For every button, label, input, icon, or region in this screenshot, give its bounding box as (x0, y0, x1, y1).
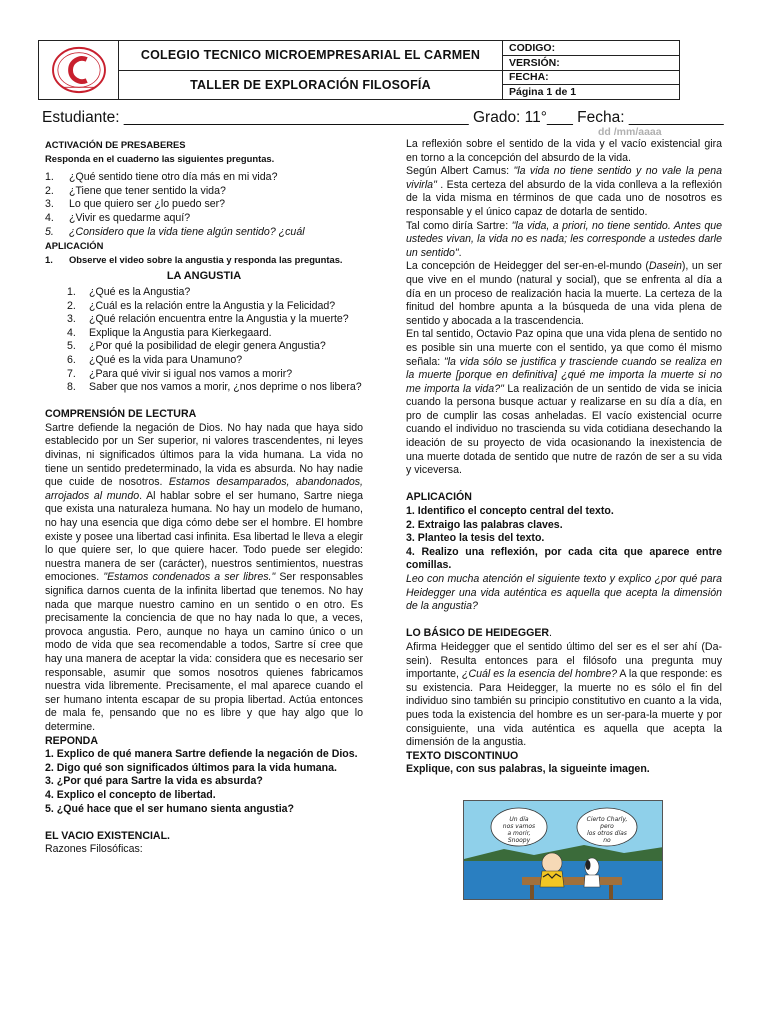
paragraph: Según Albert Camus: "la vida no tiene sentido y no vale la pena vivirla" . Esta certeza del absurdo de la vida conlleva a la reflexión de la vida misma en términos de que cada uno de nosotros es responsable y el único capaz de dotarla de sentido. (406, 165, 722, 218)
document-header (38, 40, 680, 100)
activation-questions (45, 171, 363, 239)
reponda-item: 5. ¿Qué hace que el ser humano sienta angustia? (45, 802, 295, 815)
meta-cell (503, 41, 679, 99)
list-item: 8. Saber que nos vamos a morir, ¿nos deprime o nos libera? (67, 381, 362, 394)
workshop-title: TALLER DE EXPLORACIÓN FILOSOFÍA (119, 70, 502, 100)
school-name: COLEGIO TECNICO MICROEMPRESARIAL EL CARMEN (140, 48, 481, 63)
heidegger-title: LO BÁSICO DE HEIDEGGER. (406, 627, 552, 640)
list-item: 2. ¿Cuál es la relación entre la Angustia y la Felicidad? (67, 299, 336, 312)
aplicacion-title: APLICACIÓN (45, 240, 104, 252)
list-item: 3. ¿Qué relación encuentra entre la Angustia y la muerte? (67, 313, 349, 326)
bubble-right-text: Cierto Charly, pero los otros días no (586, 816, 628, 844)
reponda-title: REPONDA (45, 734, 98, 747)
left-column (45, 138, 363, 857)
list-item: 6. ¿Qué es la vida para Unamuno? (67, 353, 243, 366)
aplicacion-title: APLICACIÓN (406, 491, 472, 504)
codigo-label: CODIGO: (509, 41, 556, 54)
aplicacion-item: 3. Planteo la tesis del texto. (406, 532, 545, 545)
logo-cell (39, 41, 119, 99)
list-item: 3. Lo que quiero ser ¿lo puedo ser? (45, 198, 226, 211)
angustia-questions (45, 286, 363, 395)
comprension-title: COMPRENSIÓN DE LECTURA (45, 408, 197, 421)
list-item: 4. ¿Vivir es quedarme aquí? (45, 211, 191, 224)
reponda-item: 2. Digo qué son significados últimos para la vida humana. (45, 761, 337, 774)
fecha-label: FECHA: (503, 70, 679, 85)
reponda-item: 4. Explico el concepto de libertad. (45, 788, 216, 801)
page-label: Página 1 de 1 (503, 84, 679, 99)
heidegger-text: Afirma Heidegger que el sentido último del ser es el ser ahí (Da-sein). Resulta entonces para el filósofo una pregunta muy importante, ¿Cuál es la esencia del hombre? A la que responde: es su existencia. Para Heidegger, la muerte no es sólo el fin del individuo sino también su principio constitutivo en cuanto a la vida, pues toda la existencia del hombre es un ser-para-la muerte y por consiguiente, una vida auténtica es aquella que acepta la dimensión de la angustia. (406, 640, 722, 749)
reponda-item: 1. Explico de qué manera Sartre defiende la negación de Dios. (45, 748, 358, 761)
list-item: 1. ¿Qué sentido tiene otro día más en mi vida? (45, 171, 278, 184)
reponda-item: 3. ¿Por qué para Sartre la vida es absurda? (45, 775, 263, 788)
paragraph: En tal sentido, Octavio Paz opina que una vida plena de sentido no es posible sin una muerte con el sentido, ya que como él mismo señala: "la vida sólo se justifica y trasciende cuando se realiza en la muerte [porque en definitiva] ¿qué me importa la muerte si no me importa la vida?" La realización de un sentido de vida se inicia cuando la persona busque actuar y realizarse en su día a día, en pro de cumplir las cosas anheladas. El vacío existencial ocurre cuando el individuo no trascienda su vida cotidiana desechando la ideación de su proyecto de vida ocasionando la inexistencia de una muerte dotada de sentido que nutre de razón de ser a su vida y viceversa. (406, 328, 722, 477)
list-item: 5. ¿Considero que la vida tiene algún sentido? ¿cuál (45, 225, 305, 238)
comprension-text: Sartre defiende la negación de Dios. No hay nada que haya sido establecido por un Ser superior, ni valores trascendentes, ni leyes divinas, ni significados últimos para la vida humana. La vida no tiene un sentido predeterminado, la vida es absurda. No hay nadie que cuide de nosotros. Estamos desamparados, abandonados, arrojados al mundo. Al hablar sobre el ser humano, Sartre niega que exista una naturaleza humana. No hay un modelo de humano, no hay una esencia que diga cómo debe ser el hombre. El hombre existe y posee una libertad casi infinita. Esa libertad le lleva a elegir lo que quiere ser, lo que quiere hacer. Todo puede ser elegido: nuestra manera de ser (carácter), nuestros sentimientos, nuestras emociones. "Estamos condenados a ser libres." Ser responsables significa darnos cuenta de la infinita libertad que tenemos. No hay nada que marque nuestro camino en un sentido o en otro. Es precisamente la conciencia de que no hay nada lo que, a veces, provoca angustia. Pero, aunque no haya un camino único o un modo de vida que sea recomendable a todos, Sartre sí cree que hay una manera de aceptar la vida: considera que es necesario ser responsable, asumir que somos nosotros quienes fabricamos nuestra vida libremente. Precisamente, el mal aparece cuando el ser humano intenta escapar de su propia libertad. Actúa entonces de mala fe, pensando que no es libre y que hay algo que lo determine. (45, 421, 363, 733)
aplicacion-item: 2. Extraigo las palabras claves. (406, 518, 563, 531)
student-line: Estudiante: ________________________________________ Grado: 11°___ Fecha: ___________ (42, 109, 724, 126)
angustia-title: LA ANGUSTIA (166, 270, 242, 283)
list-item: 2. ¿Tiene que tener sentido la vida? (45, 184, 226, 197)
list-item: 4. Explique la Angustia para Kierkegaard. (67, 326, 272, 339)
activation-subtitle: Responda en el cuaderno las siguientes preguntas. (45, 152, 275, 164)
list-item: 1. Observe el video sobre la angustia y responda las preguntas. (45, 253, 343, 265)
paragraph: Tal como diría Sartre: "la vida, a priori, no tiene sentido. Antes que ustedes vivan, la vida no es nada; les corresponde a ustedes darle un sentido". (406, 219, 722, 259)
aplicacion-list (45, 253, 363, 267)
vacio-title: EL VACIO EXISTENCIAL. (45, 829, 170, 842)
list-item: 5. ¿Por qué la posibilidad de elegir genera Angustia? (67, 340, 326, 353)
title-cell (119, 41, 503, 99)
date-format-hint: dd /mm/aaaa (598, 126, 662, 138)
aplicacion-item: 4. Realizo una reflexión, por cada cita que aparece entre comillas. (406, 545, 722, 572)
list-item: 1. ¿Qué es la Angustia? (67, 285, 191, 298)
right-column (406, 138, 722, 777)
peanuts-comic-image (463, 800, 663, 900)
activation-title: ACTIVACIÓN DE PRESABERES (45, 139, 186, 150)
discontinuo-title: TEXTO DISCONTINUO (406, 749, 519, 762)
aplicacion-item: 1. Identifico el concepto central del texto. (406, 505, 614, 518)
school-logo (50, 45, 108, 95)
version-label: VERSIÓN: (503, 55, 679, 70)
paragraph: La concepción de Heidegger del ser-en-el-mundo (Dasein), un ser que vive en el mundo (natural y social), que se enfrenta al día a día en un proceso de realización hacia la muerte. La certeza de la finitud del hombre apunta a la búsqueda de una vida plena de sentido y abocada a la trascendencia. (406, 260, 722, 327)
aplicacion-question: Leo con mucha atención el siguiente texto y explico ¿por qué para Heidegger una vida auténtica es aquella que acepta la dimensión de la angustia? (406, 573, 722, 613)
vacio-subtitle: Razones Filosóficas: (45, 843, 143, 856)
comic-scene (464, 801, 663, 900)
discontinuo-subtitle: Explique, con sus palabras, la sigueinte imagen. (406, 763, 650, 776)
list-item: 7. ¿Para qué vivir si igual nos vamos a morir? (67, 367, 293, 380)
bubble-left-text: Un día nos vamos a morir, Snoopy (502, 816, 536, 844)
paragraph: La reflexión sobre el sentido de la vida y el vacío existencial gira en torno a la concepción del absurdo de la vida. (406, 138, 722, 164)
